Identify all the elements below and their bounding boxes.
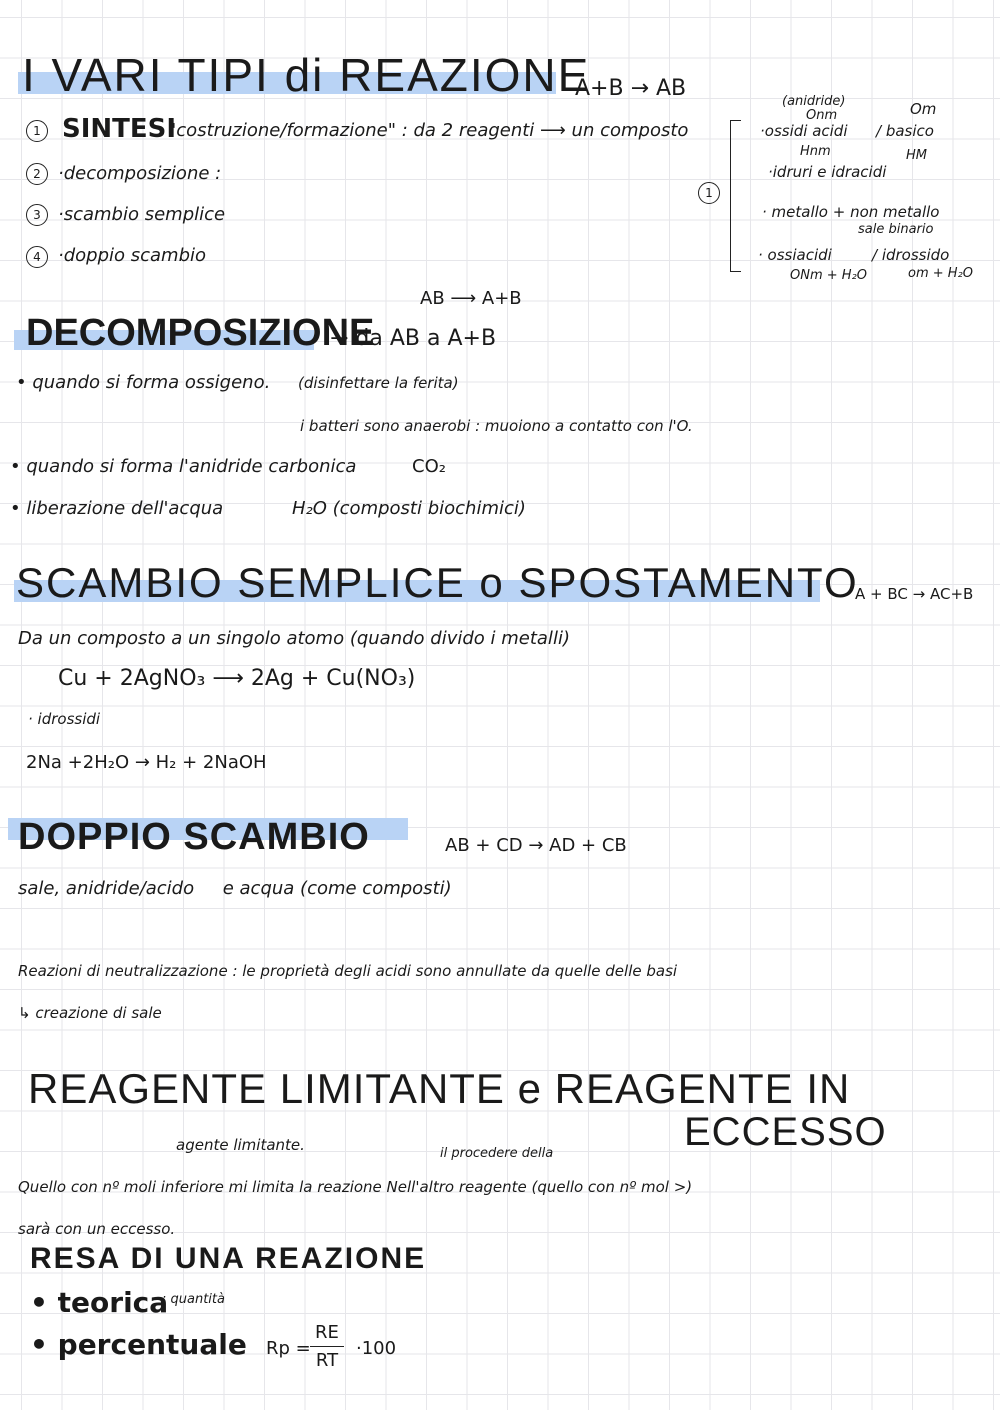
number-badge-3: 3 bbox=[26, 204, 48, 226]
number-badge-4: 4 bbox=[26, 246, 48, 268]
title-decomposizione: DECOMPOSIZIONE bbox=[26, 312, 375, 354]
formula-times-100: ·100 bbox=[356, 1338, 397, 1359]
title-eccesso: ECCESSO bbox=[684, 1110, 887, 1154]
note-procedere: il procedere della bbox=[440, 1146, 554, 1161]
limitante-line-eccesso: sarà con un eccesso. bbox=[18, 1220, 176, 1238]
decomposizione-arrow-text: → da AB a A+B bbox=[330, 326, 497, 351]
decomp-line-ossigeno: • quando si forma ossigeno. bbox=[16, 372, 271, 393]
side-ossidi-acidi: ·ossidi acidi bbox=[760, 122, 848, 140]
decomp-line-batteri: i batteri sono anaerobi : muoiono a contatto con l'O. bbox=[300, 417, 693, 435]
decomp-line-anidride: • quando si forma l'anidride carbonica bbox=[10, 456, 357, 477]
scambio-equation-na: 2Na +2H₂O → H₂ + 2NaOH bbox=[26, 752, 267, 773]
scambio-line-idrossidi: · idrossidi bbox=[28, 710, 101, 728]
title-resa: RESA DI UNA REAZIONE bbox=[30, 1242, 427, 1275]
title-scambio-semplice: SCAMBIO SEMPLICE o SPOSTAMENTO bbox=[16, 559, 859, 606]
side-hm: HM bbox=[906, 148, 927, 163]
sintesi-label: SINTESI bbox=[62, 114, 177, 144]
item-doppio-scambio: ·doppio scambio bbox=[58, 245, 207, 266]
side-sale-binario: sale binario bbox=[858, 222, 934, 237]
formula-sintesi: A+B → AB bbox=[575, 76, 687, 101]
side-onm-h2o: ONm + H₂O bbox=[790, 268, 867, 283]
number-badge-2: 2 bbox=[26, 163, 48, 185]
scambio-line-composto: Da un composto a un singolo atomo (quando divido i metalli) bbox=[18, 628, 570, 649]
side-idruri: ·idruri e idracidi bbox=[768, 163, 887, 181]
item-decomposizione: ·decomposizione : bbox=[58, 163, 222, 184]
note-agente-limitante: agente limitante. bbox=[176, 1136, 305, 1154]
number-badge-1: 1 bbox=[26, 120, 48, 142]
side-om-h2o: om + H₂O bbox=[908, 266, 973, 281]
scambio-equation-cu: Cu + 2AgNO₃ ⟶ 2Ag + Cu(NO₃) bbox=[58, 666, 416, 691]
side-idrossido: / idrossido bbox=[872, 246, 950, 264]
fraction-bar bbox=[310, 1346, 344, 1347]
side-bracket bbox=[730, 120, 741, 272]
fraction-re-rt bbox=[310, 1322, 344, 1371]
doppio-line-neutralizzazione: Reazioni di neutralizzazione : le proprietà degli acidi sono annullate da quelle delle basi bbox=[18, 962, 678, 980]
title-vari-tipi: I VARI TIPI di REAZIONE bbox=[22, 49, 591, 101]
limitante-line-quello: Quello con nº moli inferiore mi limita la reazione Nell'altro reagente (quello con nº mol >) bbox=[18, 1178, 693, 1196]
decomp-line-acqua: • liberazione dell'acqua bbox=[10, 498, 224, 519]
fraction-denominator: RT bbox=[315, 1350, 339, 1371]
side-anidride: (anidride) bbox=[782, 94, 846, 109]
decomp-formula-co2: CO₂ bbox=[412, 456, 446, 477]
side-hnm: Hnm bbox=[800, 144, 831, 159]
sintesi-description: "costruzione/formazione" : da 2 reagenti ⟶ un composto bbox=[168, 120, 689, 141]
resa-percentuale: • percentuale bbox=[30, 1328, 247, 1361]
side-ossiacidi: · ossiacidi bbox=[758, 246, 832, 264]
resa-teorica-note: : quantità bbox=[162, 1292, 225, 1307]
formula-decomposizione-top: AB ⟶ A+B bbox=[420, 288, 522, 309]
side-om: Om bbox=[910, 100, 937, 118]
fraction-numerator: RE bbox=[315, 1322, 339, 1343]
formula-scambio-semplice: A + BC → AC+B bbox=[855, 585, 974, 603]
item-scambio-semplice: ·scambio semplice bbox=[58, 204, 226, 225]
side-number-badge: 1 bbox=[698, 182, 720, 204]
doppio-line-sale: sale, anidride/acido e acqua (come composti) bbox=[18, 878, 452, 899]
formula-rp: Rp = bbox=[266, 1338, 311, 1359]
side-metallo: · metallo + non metallo bbox=[762, 203, 940, 221]
resa-teorica: • teorica bbox=[30, 1286, 169, 1319]
formula-doppio-scambio: AB + CD → AD + CB bbox=[445, 835, 627, 856]
side-basico: / basico bbox=[876, 122, 934, 140]
doppio-line-creazione-sale: ↳ creazione di sale bbox=[18, 1004, 162, 1022]
side-onm: Onm bbox=[806, 108, 838, 123]
decomp-note-disinfettare: (disinfettare la ferita) bbox=[298, 374, 459, 392]
title-doppio-scambio: DOPPIO SCAMBIO bbox=[18, 816, 370, 858]
decomp-formula-h2o: H₂O (composti biochimici) bbox=[292, 498, 526, 519]
title-reagente-limitante: REAGENTE LIMITANTE e REAGENTE IN bbox=[28, 1065, 851, 1112]
